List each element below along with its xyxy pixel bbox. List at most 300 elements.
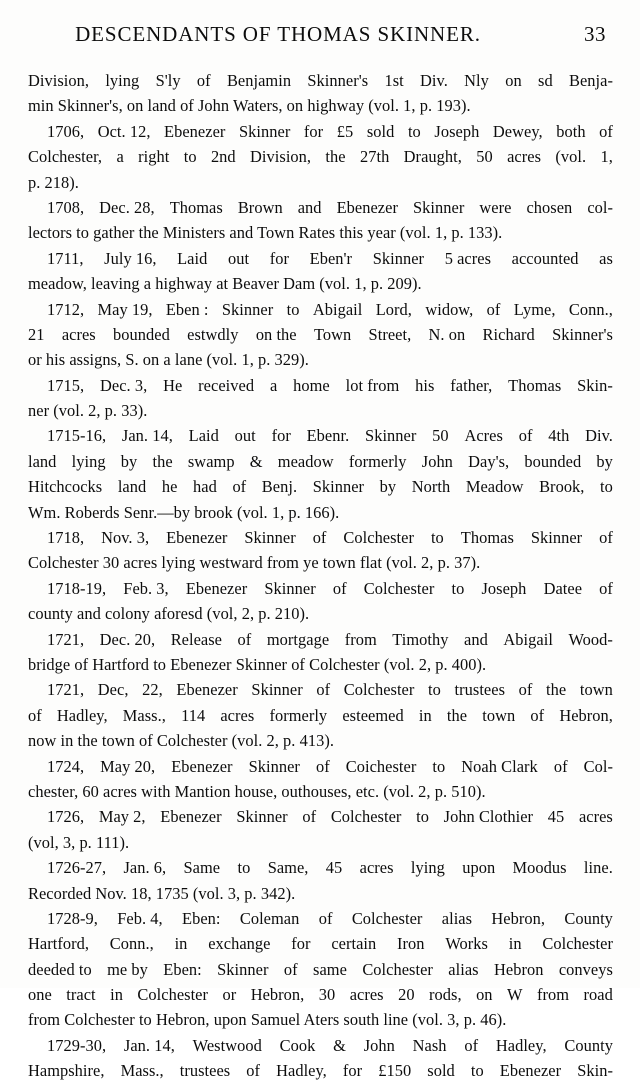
word: 1726-27, bbox=[47, 858, 107, 878]
word: right bbox=[138, 147, 170, 167]
word: 1712, bbox=[47, 299, 85, 319]
word: lot from bbox=[345, 375, 400, 395]
word: to bbox=[470, 1061, 484, 1081]
word: conveys bbox=[558, 959, 613, 979]
word: Hebron, bbox=[491, 908, 546, 928]
word: swamp bbox=[187, 451, 235, 471]
word: to bbox=[416, 807, 429, 827]
text-line bbox=[47, 627, 613, 652]
word: Thomas bbox=[169, 197, 223, 217]
paragraph bbox=[28, 423, 613, 525]
word: of bbox=[599, 528, 613, 548]
word: Colchester bbox=[137, 985, 209, 1005]
word: formerly bbox=[348, 451, 407, 471]
word: col- bbox=[587, 197, 613, 217]
word: line. bbox=[583, 858, 613, 878]
word: trustees bbox=[454, 680, 505, 700]
word: bounded bbox=[524, 451, 582, 471]
word: upon bbox=[462, 858, 496, 878]
word: 4th bbox=[548, 426, 570, 446]
body-text-block bbox=[28, 68, 613, 1084]
word: May 19, bbox=[97, 299, 153, 319]
word: John Clothier bbox=[443, 807, 534, 827]
word: of bbox=[530, 705, 545, 725]
word: for bbox=[269, 248, 290, 268]
word: Eben: bbox=[182, 908, 221, 928]
word: 21 bbox=[28, 324, 45, 344]
word: Skinner bbox=[312, 477, 365, 497]
word: one bbox=[28, 985, 52, 1005]
word: a bbox=[269, 375, 278, 395]
text-line: ner (vol. 2, p. 33). bbox=[28, 401, 148, 421]
word: for bbox=[291, 934, 311, 954]
word: May 20, bbox=[100, 756, 156, 776]
word: to bbox=[451, 578, 465, 598]
word: Joseph bbox=[481, 578, 527, 598]
word: Hadley, bbox=[495, 1035, 547, 1055]
word: Skin- bbox=[577, 375, 613, 395]
word: Mass., bbox=[122, 705, 166, 725]
paragraph bbox=[28, 68, 613, 119]
text-line: Wm. Roberds Senr.—by brook (vol. 1, p. 166). bbox=[28, 502, 340, 522]
word: Colchester bbox=[330, 807, 402, 827]
word: 5 acres bbox=[444, 248, 491, 268]
text-line: p. 218). bbox=[28, 172, 79, 192]
word: Colchester bbox=[363, 578, 435, 598]
word: town bbox=[482, 705, 516, 725]
word: lying bbox=[410, 858, 445, 878]
word: Dewey, bbox=[492, 121, 543, 141]
word: Colchester bbox=[343, 680, 415, 700]
word: Hampshire, bbox=[28, 1061, 105, 1081]
word: to bbox=[432, 756, 446, 776]
text-line: Colchester 30 acres lying westward from ye town flat (vol. 2, p. 37). bbox=[28, 553, 481, 573]
word: from bbox=[344, 629, 377, 649]
word: of bbox=[237, 629, 252, 649]
word: of bbox=[599, 578, 613, 598]
word: £5 bbox=[336, 121, 354, 141]
word: and bbox=[297, 197, 322, 217]
word: 1711, bbox=[47, 248, 84, 268]
word: to bbox=[407, 121, 421, 141]
text-line: lectors to gather the Ministers and Town Rates this year (vol. 1, p. 133). bbox=[28, 223, 503, 243]
word: lying bbox=[71, 451, 106, 471]
word: acres bbox=[578, 807, 613, 827]
word: out bbox=[228, 248, 250, 268]
word: Wood- bbox=[568, 629, 613, 649]
word: to bbox=[183, 147, 197, 167]
word: 45 bbox=[547, 807, 565, 827]
word: Ebenezer bbox=[171, 756, 233, 776]
word: rods, bbox=[429, 985, 462, 1005]
word: Colchester, bbox=[28, 147, 103, 167]
word: 1721, bbox=[47, 629, 85, 649]
word: to bbox=[237, 858, 251, 878]
word: Abigail bbox=[503, 629, 553, 649]
word: Skinner bbox=[244, 528, 296, 548]
word: Day's, bbox=[468, 451, 510, 471]
word: Timothy bbox=[392, 629, 449, 649]
word: 1726, bbox=[47, 807, 85, 827]
word: on the bbox=[255, 324, 297, 344]
word: 27th bbox=[359, 147, 390, 167]
text-line bbox=[28, 144, 613, 169]
word: Skinner's bbox=[552, 324, 613, 344]
word: 30 bbox=[318, 985, 336, 1005]
word: Works bbox=[445, 934, 488, 954]
word: bounded bbox=[113, 324, 170, 344]
word: Ebenezer bbox=[160, 807, 222, 827]
word: were bbox=[479, 197, 512, 217]
word: a bbox=[116, 147, 124, 167]
word: had bbox=[193, 477, 217, 497]
paragraph bbox=[28, 297, 613, 373]
text-line bbox=[28, 703, 613, 728]
word: Dec. 3, bbox=[100, 375, 148, 395]
word: in bbox=[110, 985, 123, 1005]
word: 1724, bbox=[47, 756, 85, 776]
word: 20 bbox=[398, 985, 415, 1005]
word: Richard bbox=[482, 324, 535, 344]
paragraph bbox=[28, 373, 613, 424]
word: Skinner bbox=[365, 426, 417, 446]
text-line: from Colchester to Hebron, upon Samuel Aters south line (vol. 3, p. 46). bbox=[28, 1010, 507, 1030]
word: to bbox=[428, 680, 441, 700]
word: Coleman bbox=[239, 908, 300, 928]
word: Thomas bbox=[508, 375, 562, 395]
text-line bbox=[47, 855, 613, 880]
word: Skinner bbox=[413, 197, 465, 217]
word: of bbox=[196, 71, 211, 90]
word: Feb. 3, bbox=[123, 578, 169, 598]
word: Same, bbox=[267, 858, 309, 878]
text-line bbox=[28, 474, 613, 499]
word: Division, bbox=[28, 71, 90, 90]
word: Skinner bbox=[248, 756, 300, 776]
word: Div. bbox=[585, 426, 613, 446]
text-line: Recorded Nov. 18, 1735 (vol. 3, p. 342). bbox=[28, 883, 296, 903]
word: town bbox=[579, 680, 613, 700]
word: 1708, bbox=[47, 197, 85, 217]
word: lying bbox=[105, 71, 140, 90]
word: Draught, bbox=[403, 147, 462, 167]
word: 1729-30, bbox=[47, 1035, 107, 1055]
word: County bbox=[564, 908, 613, 928]
word: on bbox=[476, 985, 493, 1005]
word: to bbox=[600, 477, 613, 497]
word: N. on bbox=[428, 324, 466, 344]
word: alias bbox=[448, 959, 479, 979]
word: from bbox=[537, 985, 570, 1005]
word: widow, bbox=[425, 299, 474, 319]
word: his bbox=[415, 375, 435, 395]
word: Dec, bbox=[97, 680, 129, 700]
word: the bbox=[152, 451, 173, 471]
word: Ebenezer bbox=[336, 197, 398, 217]
word: Skinner's bbox=[307, 71, 369, 90]
word: of bbox=[518, 680, 533, 700]
word: Skinner bbox=[217, 959, 269, 979]
word: road bbox=[583, 985, 613, 1005]
word: land bbox=[28, 451, 57, 471]
word: esteemed bbox=[342, 705, 404, 725]
paragraph bbox=[28, 855, 613, 906]
word: and bbox=[464, 629, 488, 649]
text-line: chester, 60 acres with Mantion house, outhouses, etc. (vol. 2, p. 510). bbox=[28, 781, 486, 801]
word: Conn., bbox=[568, 299, 613, 319]
word: tract bbox=[66, 985, 96, 1005]
word: John bbox=[363, 1035, 395, 1055]
word: of bbox=[315, 756, 330, 776]
text-line bbox=[47, 297, 613, 322]
text-line: (vol, 3, p. 111). bbox=[28, 832, 130, 852]
word: County bbox=[564, 1035, 613, 1055]
paragraph bbox=[28, 906, 613, 1033]
text-line: now in the town of Colchester (vol. 2, p. 413). bbox=[28, 731, 334, 751]
text-line: bridge of Hartford to Ebenezer Skinner of Colchester (vol. 2, p. 400). bbox=[28, 654, 487, 674]
word: acres bbox=[220, 705, 255, 725]
word: father, bbox=[450, 375, 493, 395]
word: sold bbox=[427, 1061, 455, 1081]
word: Mass., bbox=[120, 1061, 164, 1081]
word: in bbox=[174, 934, 188, 954]
text-line bbox=[28, 449, 613, 474]
word: Acres bbox=[464, 426, 503, 446]
word: July 16, bbox=[104, 248, 157, 268]
text-line bbox=[28, 68, 613, 93]
word: 1715, bbox=[47, 375, 85, 395]
word: W bbox=[507, 985, 523, 1005]
word: Iron bbox=[397, 934, 425, 954]
paragraph bbox=[28, 195, 613, 246]
text-line bbox=[47, 576, 613, 601]
word: meadow bbox=[277, 451, 334, 471]
word: mortgage bbox=[266, 629, 330, 649]
word: the bbox=[325, 147, 346, 167]
paragraph bbox=[28, 1033, 613, 1084]
word: £150 bbox=[378, 1061, 412, 1081]
paragraph bbox=[28, 119, 613, 195]
word: acres bbox=[61, 324, 96, 344]
word: 1718-19, bbox=[47, 578, 107, 598]
word: Ebenr. bbox=[306, 426, 350, 446]
word: trustees bbox=[179, 1061, 231, 1081]
word: Skinner bbox=[236, 807, 288, 827]
word: Hebron, bbox=[559, 705, 613, 725]
paragraph bbox=[28, 754, 613, 805]
word: Ebenezer bbox=[166, 528, 228, 548]
word: same bbox=[313, 959, 347, 979]
paragraph bbox=[28, 627, 613, 678]
word: Skinner bbox=[264, 578, 316, 598]
text-line bbox=[47, 246, 613, 271]
text-line bbox=[47, 754, 613, 779]
word: home bbox=[293, 375, 330, 395]
word: North bbox=[411, 477, 451, 497]
text-line bbox=[47, 804, 613, 829]
word: Conn., bbox=[109, 934, 154, 954]
running-head bbox=[28, 22, 612, 56]
text-line: meadow, leaving a highway at Beaver Dam (vol. 1, p. 209). bbox=[28, 274, 422, 294]
text-line bbox=[47, 906, 613, 931]
word: acres bbox=[349, 985, 384, 1005]
word: Hebron, bbox=[250, 985, 305, 1005]
word: Colchester bbox=[542, 934, 613, 954]
word: Dec. 28, bbox=[99, 197, 155, 217]
word: Skinner bbox=[251, 680, 303, 700]
word: certain bbox=[331, 934, 377, 954]
word: Colchester bbox=[343, 528, 414, 548]
word: Brook, bbox=[539, 477, 585, 497]
word: or bbox=[222, 985, 237, 1005]
word: 1, bbox=[600, 147, 613, 167]
word: Hartford, bbox=[28, 934, 89, 954]
paragraph bbox=[28, 576, 613, 627]
word: 1715-16, bbox=[47, 426, 107, 446]
word: Hebron bbox=[493, 959, 544, 979]
word: Lyme, bbox=[513, 299, 556, 319]
word: of bbox=[302, 807, 317, 827]
text-line bbox=[28, 982, 613, 1007]
word: Noah Clark bbox=[461, 756, 538, 776]
word: Hadley, bbox=[56, 705, 108, 725]
word: Laid bbox=[188, 426, 219, 446]
word: Division, bbox=[250, 147, 312, 167]
paragraph bbox=[28, 677, 613, 753]
word: the bbox=[446, 705, 468, 725]
page-title: DESCENDANTS OF THOMAS SKINNER. bbox=[75, 22, 481, 46]
word: for bbox=[271, 426, 291, 446]
text-line bbox=[47, 1033, 613, 1058]
word: Skinner bbox=[372, 248, 425, 268]
text-line bbox=[47, 119, 613, 144]
word: & bbox=[249, 451, 263, 471]
word: Col- bbox=[583, 756, 613, 776]
word: for bbox=[342, 1061, 363, 1081]
word: 1728-9, bbox=[47, 908, 98, 928]
word: 45 bbox=[325, 858, 343, 878]
text-line: min Skinner's, on land of John Waters, on highway (vol. 1, p. 193). bbox=[28, 96, 471, 116]
word: S'ly bbox=[155, 71, 181, 90]
word: by bbox=[596, 451, 613, 471]
word: in bbox=[508, 934, 522, 954]
word: John bbox=[421, 451, 453, 471]
word: Benjamin bbox=[226, 71, 292, 90]
word: 1721, bbox=[47, 680, 85, 700]
word: deeded to bbox=[28, 959, 92, 979]
word: received bbox=[198, 375, 255, 395]
word: chosen bbox=[526, 197, 573, 217]
page-number: 33 bbox=[584, 22, 606, 46]
word: land bbox=[117, 477, 147, 497]
word: Benja- bbox=[569, 71, 613, 90]
word: Jan. 14, bbox=[123, 1035, 175, 1055]
word: of bbox=[28, 705, 42, 725]
text-line: or his assigns, S. on a lane (vol. 1, p. 329). bbox=[28, 350, 309, 370]
word: Same bbox=[183, 858, 221, 878]
word: Joseph bbox=[434, 121, 480, 141]
word: on bbox=[505, 71, 522, 90]
word: Colchester bbox=[362, 959, 433, 979]
word: Town bbox=[313, 324, 352, 344]
word: Eben'r bbox=[309, 248, 353, 268]
word: to bbox=[430, 528, 444, 548]
word: Laid bbox=[177, 248, 208, 268]
word: estwdly bbox=[187, 324, 239, 344]
word: Release bbox=[170, 629, 223, 649]
word: & bbox=[333, 1035, 346, 1055]
word: for bbox=[303, 121, 324, 141]
word: Nov. 3, bbox=[101, 528, 150, 548]
word: Meadow bbox=[465, 477, 524, 497]
word: of bbox=[464, 1035, 479, 1055]
word: Ebenezer bbox=[164, 121, 226, 141]
word: Lord, bbox=[375, 299, 412, 319]
text-line bbox=[47, 195, 613, 220]
paragraph bbox=[28, 804, 613, 855]
word: Nly bbox=[464, 71, 489, 90]
word: he bbox=[161, 477, 178, 497]
word: He bbox=[163, 375, 183, 395]
word: acres bbox=[359, 858, 394, 878]
word: Brown bbox=[237, 197, 283, 217]
word: Benj. bbox=[261, 477, 298, 497]
word: formerly bbox=[269, 705, 328, 725]
word: Skinner bbox=[239, 121, 291, 141]
word: Coichester bbox=[345, 756, 417, 776]
word: to bbox=[286, 299, 300, 319]
word: sold bbox=[366, 121, 395, 141]
word: Hitchcocks bbox=[28, 477, 103, 497]
word: accounted bbox=[511, 248, 579, 268]
word: Div. bbox=[420, 71, 448, 90]
word: May 2, bbox=[98, 807, 146, 827]
text-line bbox=[47, 373, 613, 398]
word: of bbox=[232, 477, 247, 497]
word: Skinner bbox=[221, 299, 274, 319]
word: Cook bbox=[279, 1035, 316, 1055]
word: in bbox=[418, 705, 432, 725]
word: exchange bbox=[208, 934, 271, 954]
text-line: county and colony aforesd (vol, 2, p. 210). bbox=[28, 604, 310, 624]
word: Moodus bbox=[512, 858, 567, 878]
word: Westwood bbox=[192, 1035, 262, 1055]
word: (vol. bbox=[555, 147, 587, 167]
word: Ebenezer bbox=[176, 680, 238, 700]
word: 50 bbox=[476, 147, 493, 167]
word: of bbox=[553, 756, 568, 776]
word: both bbox=[556, 121, 586, 141]
word: me by bbox=[107, 959, 148, 979]
word: Datee bbox=[543, 578, 583, 598]
word: alias bbox=[441, 908, 473, 928]
paragraph bbox=[28, 525, 613, 576]
paragraph bbox=[28, 246, 613, 297]
word: of bbox=[283, 959, 298, 979]
word: as bbox=[599, 248, 613, 268]
word: 1718, bbox=[47, 528, 85, 548]
word: Ebenezer bbox=[499, 1061, 562, 1081]
word: Feb. 4, bbox=[117, 908, 163, 928]
word: of bbox=[518, 426, 533, 446]
word: 50 bbox=[432, 426, 449, 446]
word: Abigail bbox=[312, 299, 363, 319]
word: the bbox=[546, 680, 567, 700]
word: Hadley, bbox=[276, 1061, 327, 1081]
word: Jan. 14, bbox=[121, 426, 173, 446]
text-line bbox=[47, 677, 613, 702]
word: of bbox=[486, 299, 501, 319]
